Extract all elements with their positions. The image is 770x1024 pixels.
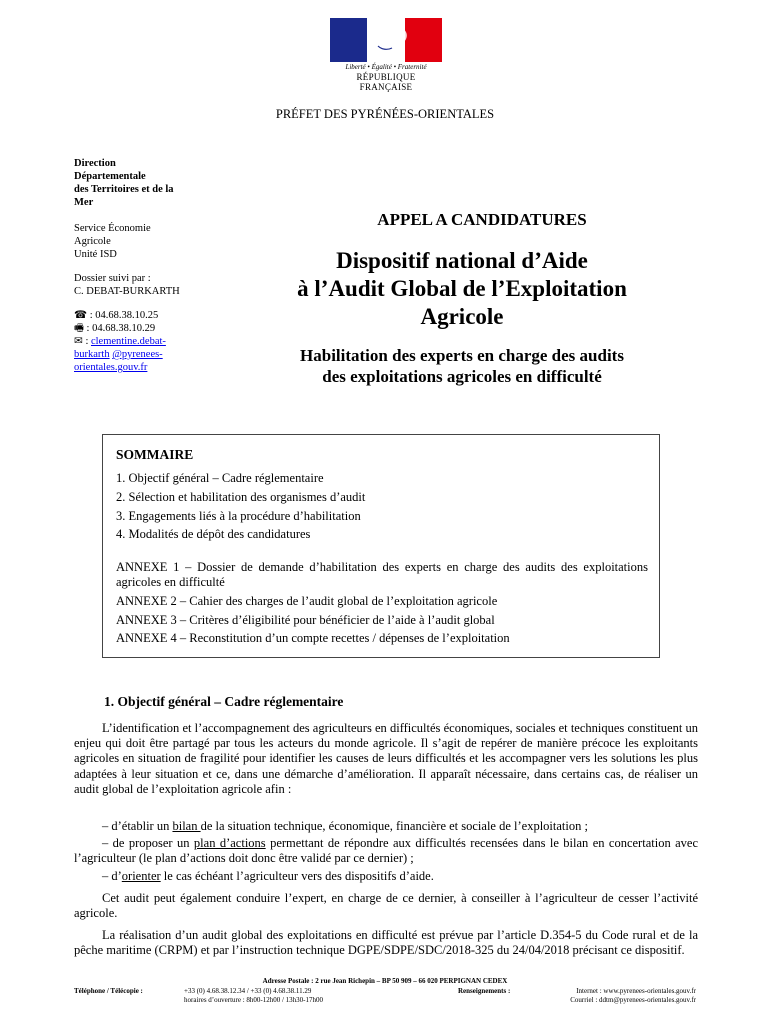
direction-block: [74, 157, 174, 209]
footer-address: Adresse Postale : 2 rue Jean Richepin – BP 50 909 – 66 020 PERPIGNAN CEDEX: [262, 977, 508, 985]
sommaire-item: 1. Objectif général – Cadre réglementaire: [116, 471, 324, 485]
phone-number: : 04.68.38.10.25: [89, 310, 159, 321]
bullet-orienter: [74, 869, 698, 884]
bullet-underlined: bilan: [172, 819, 201, 833]
appel-title: APPEL A CANDIDATURES: [377, 210, 587, 229]
direction-line: Départementale: [74, 171, 146, 182]
fax-icon: 🖷: [74, 323, 84, 334]
fax-number: : 04.68.38.10.29: [86, 323, 156, 334]
mail-icon: ✉: [74, 336, 83, 347]
motto: Liberté • Égalité • Fraternité: [345, 63, 427, 71]
annexe-item: ANNEXE 4 – Reconstitution d’un compte recettes / dépenses de l’exploitation: [116, 631, 510, 645]
footer-tel-value: +33 (0) 4.68.38.12.34 / +33 (0) 4.68.38.11.29: [184, 987, 312, 995]
annexe-item: ANNEXE 2 – Cahier des charges de l’audit global de l’exploitation agricole: [116, 594, 498, 608]
bullet-text: de la situation technique, économique, financière et sociale de l’exploitation ;: [200, 819, 588, 833]
direction-line: des Territoires et de la: [74, 184, 174, 195]
habilitation-subtitle: [252, 345, 672, 387]
service-line: Agricole: [74, 236, 111, 247]
section-paragraph: L’identification et l’accompagnement des agriculteurs en difficultés économiques, sociales et techniques constituent un enjeu qui doit être partagé par tous les acteurs du monde agricole. Il s’agit de repérer de manière précoce les exploitants agricoles en situation de fragilité pour identifier les causes de leurs difficultés et les accompagner vers les solutions les plus adaptées à leur situation et ce, dans une démarche d’amélioration. Il apparaît nécessaire, dans certains cas, de réaliser un audit global de l’exploitation agricole afin :: [74, 721, 698, 796]
section-paragraph: La réalisation d’un audit global des exploitations en difficulté est prévue par l’article D.354-5 du Code rural et de la pêche maritime (CRPM) et par l’instruction technique DGPE/SDPE/SDC/2018-325 du 24/04/2018 précisant ce dispositif.: [74, 928, 698, 958]
sommaire-item: 3. Engagements liés à la procédure d’habilitation: [116, 509, 361, 523]
sommaire-item: 4. Modalités de dépôt des candidatures: [116, 527, 311, 541]
dossier-block: [74, 272, 180, 298]
dispositif-title: [262, 247, 662, 331]
section-heading: 1. Objectif général – Cadre réglementaire: [104, 694, 344, 709]
email-link-part[interactable]: clementine.debat-: [90, 336, 166, 347]
service-block: [74, 222, 151, 261]
dossier-name: C. DEBAT-BURKARTH: [74, 286, 180, 297]
section-paragraph: Cet audit peut également conduire l’expert, en charge de ce dernier, à conseiller à l’agriculteur de cesser l’activité agricole.: [74, 891, 698, 921]
dossier-label: Dossier suivi par :: [74, 273, 151, 284]
bullet-plan: [74, 836, 698, 866]
republique-francaise-logo: [330, 18, 442, 92]
footer-courriel: Courriel : ddtm@pyrenees-orientales.gouv.fr: [570, 996, 696, 1004]
email-link-part[interactable]: burkarth: [74, 349, 110, 360]
republic-label: RÉPUBLIQUE FRANÇAISE: [356, 72, 416, 92]
email-link-part[interactable]: orientales.gouv.fr: [74, 362, 148, 373]
dispositif-line: Dispositif national d’Aide: [336, 248, 588, 273]
bullet-underlined: orienter: [121, 869, 161, 883]
tricolor-flag: [330, 18, 442, 62]
contact-block: ☎ : 04.68.38.10.25 🖷 : 04.68.38.10.29 ✉ : clementine.debat- burkarth @pyrenees- orientales.gouv.fr: [74, 310, 166, 373]
annexe-item: ANNEXE 3 – Critères d’éligibilité pour bénéficier de l’aide à l’audit global: [116, 613, 495, 627]
habilitation-line: Habilitation des experts en charge des audits: [300, 346, 624, 365]
footer-hours: horaires d’ouverture : 8h00-12h00 / 13h30-17h00: [184, 996, 323, 1004]
annexe-item: ANNEXE 1 – Dossier de demande d’habilitation des experts en charge des audits des exploitations agricoles en difficulté: [116, 560, 648, 589]
direction-line: Direction: [74, 158, 116, 169]
sommaire-item: 2. Sélection et habilitation des organismes d’audit: [116, 490, 366, 504]
bullet-text: – d’établir un: [102, 819, 173, 833]
service-line: Service Économie: [74, 223, 151, 234]
bullet-bilan: [74, 819, 698, 834]
footer-tel-label: Téléphone / Télécopie :: [74, 987, 143, 995]
sommaire-box: [102, 434, 660, 658]
phone-icon: ☎: [74, 310, 88, 321]
bullet-underlined: plan d’actions: [193, 836, 266, 850]
marianne-icon: [360, 20, 412, 62]
dispositif-line: à l’Audit Global de l’Exploitation: [297, 276, 627, 301]
footer-internet: Internet : www.pyrenees-orientales.gouv.fr: [576, 987, 696, 995]
bullet-text: – de proposer un: [102, 836, 194, 850]
footer-rens: Renseignements :: [458, 987, 511, 995]
prefet-title: PRÉFET DES PYRÉNÉES-ORIENTALES: [275, 107, 495, 121]
dispositif-line: Agricole: [420, 304, 504, 329]
habilitation-line: des exploitations agricoles en difficulté: [322, 367, 602, 386]
bullet-text: permettant de répondre aux difficultés recensées dans le bilan en concertation avec l’agriculteur (le plan d’actions doit donc être validé par ce dernier) ;: [74, 836, 698, 866]
email-link-part[interactable]: @pyrenees-: [112, 349, 163, 360]
bullet-text: – d’: [102, 869, 122, 883]
sommaire-title: SOMMAIRE: [116, 447, 194, 462]
direction-line: Mer: [74, 197, 94, 208]
bullet-text: le cas échéant l’agriculteur vers des dispositifs d’aide.: [160, 869, 434, 883]
service-line: Unité ISD: [74, 249, 117, 260]
